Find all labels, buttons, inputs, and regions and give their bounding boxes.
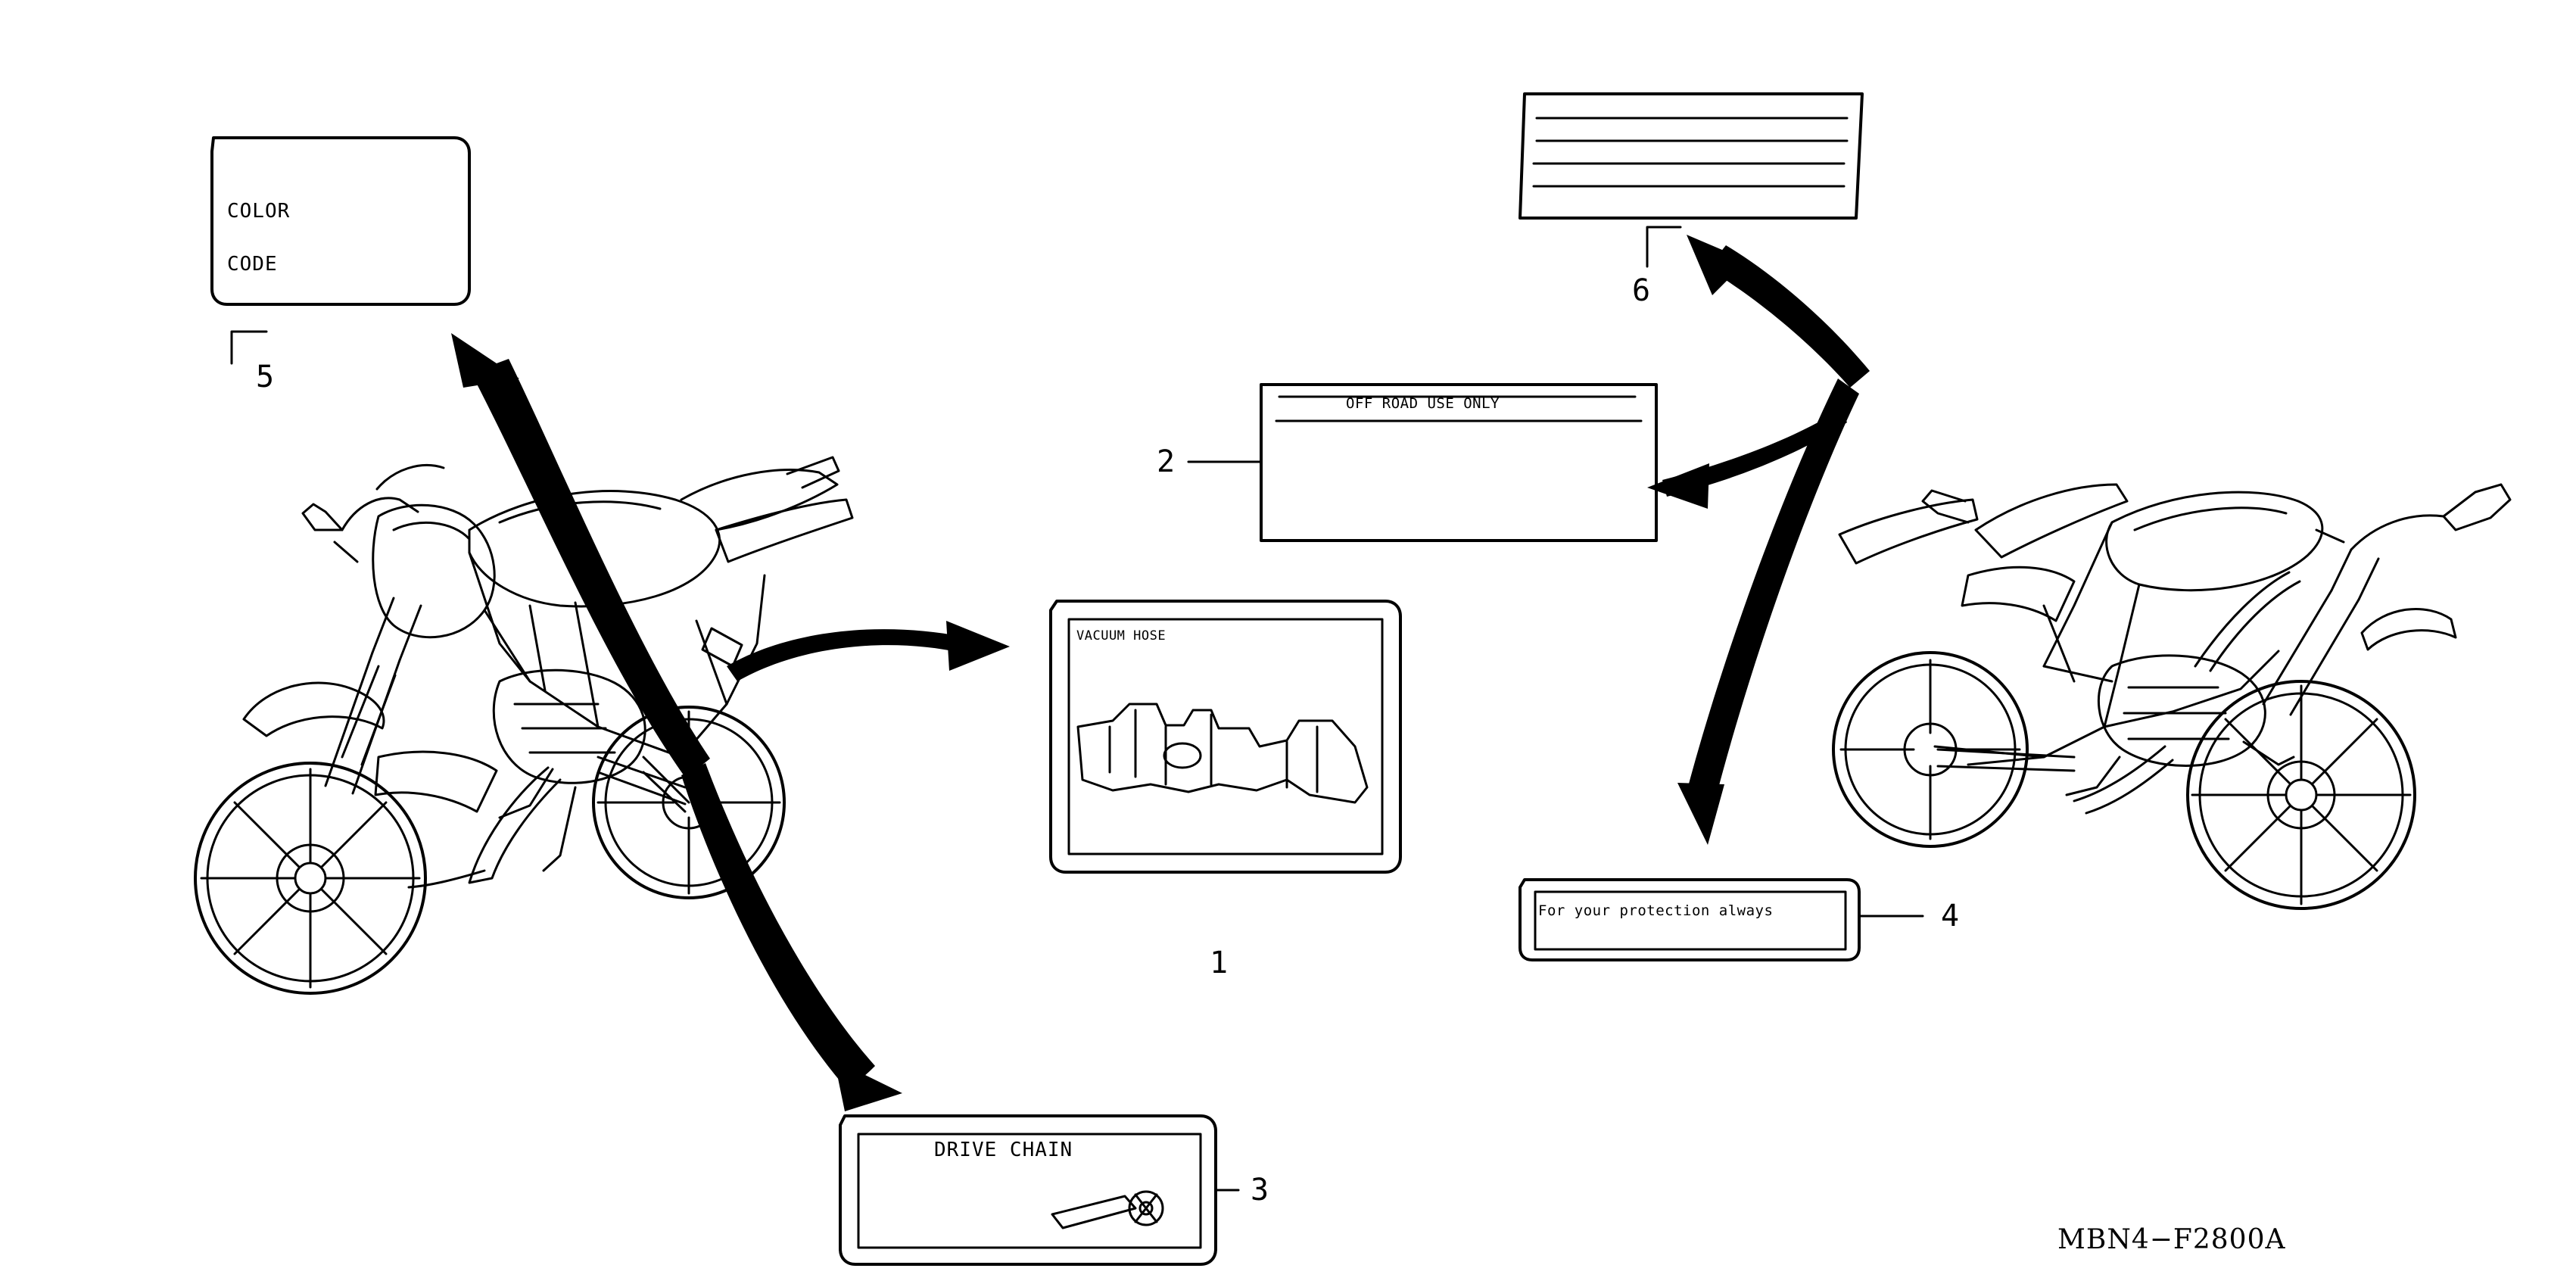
callout-5: 5: [256, 360, 275, 394]
label-4-shape: [1520, 880, 1859, 960]
color-code-line-1: COLOR: [227, 200, 291, 223]
callout-1: 1: [1210, 946, 1229, 980]
callout-2: 2: [1157, 444, 1176, 479]
vacuum-hose-text: VACUUM HOSE: [1076, 628, 1167, 644]
label-5-shape: [212, 138, 469, 363]
protection-text: For your protection always: [1538, 902, 1774, 919]
leader-lines: [1188, 462, 1923, 1190]
pointer-arrows: [451, 235, 1870, 1111]
color-code-line-2: CODE: [227, 253, 278, 276]
callout-3: 3: [1251, 1173, 1269, 1208]
callout-6: 6: [1632, 273, 1651, 308]
motorcycle-right-illustration: [1833, 485, 2510, 908]
part-code: MBN4−F2800A: [2057, 1224, 2286, 1255]
off-road-use-only-text: OFF ROAD USE ONLY: [1346, 395, 1500, 412]
callout-4: 4: [1941, 899, 1960, 933]
drive-chain-text: DRIVE CHAIN: [934, 1139, 1073, 1161]
